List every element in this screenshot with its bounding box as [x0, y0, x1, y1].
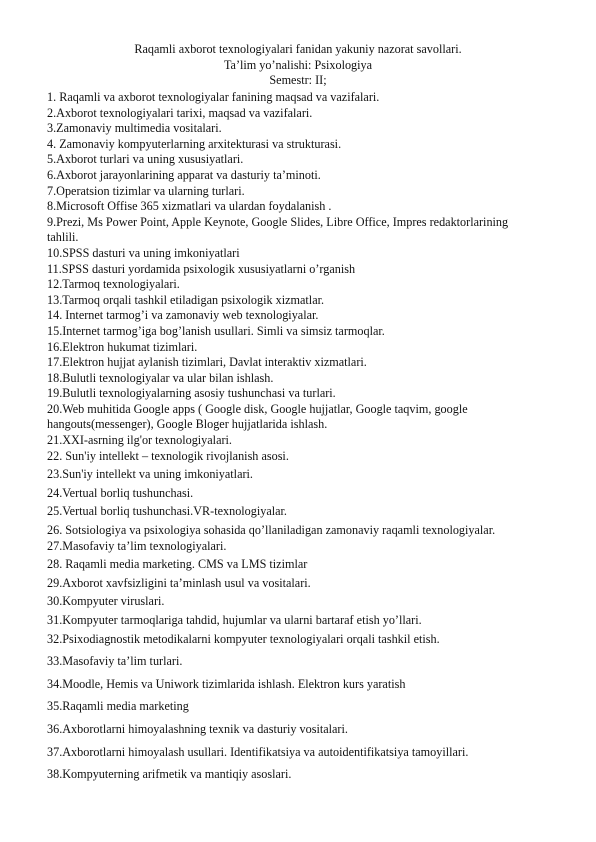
question-item: 24.Vertual borliq tushunchasi.: [47, 485, 194, 500]
question-item: 35.Raqamli media marketing: [47, 699, 189, 714]
document-header: [0, 42, 596, 89]
question-item: 2.Axborot texnologiyalari tarixi, maqsad va vazifalari.: [47, 105, 313, 120]
question-item: 1. Raqamli va axborot texnologiyalar fanining maqsad va vazifalari.: [47, 90, 380, 104]
question-item: 23.Sun'iy intellekt va uning imkoniyatlari.: [47, 467, 253, 482]
question-item: 6.Axborot jarayonlarining apparat va dasturiy ta’minoti.: [47, 167, 321, 182]
question-item: 12.Tarmoq texnologiyalari.: [47, 277, 180, 292]
semester-label: Semestr: II;: [269, 73, 327, 88]
question-item: 15.Internet tarmog’iga bog’lanish usullari. Simli va simsiz tarmoqlar.: [47, 323, 385, 338]
question-item: 4. Zamonaviy kompyuterlarning arxitekturasi va strukturasi.: [47, 136, 342, 151]
question-item: 32.Psixodiagnostik metodikalarni kompyuter texnologiyalari orqali tashkil etish.: [47, 631, 440, 646]
question-item: 3.Zamonaviy multimedia vositalari.: [47, 121, 222, 136]
question-item: 36.Axborotlarni himoyalashning texnik va dasturiy vositalari.: [47, 721, 348, 736]
study-direction: Ta’lim yo’nalishi: Psixologiya: [223, 57, 373, 72]
question-item: 21.XXI-asrning ilg'or texnologiyalari.: [47, 433, 232, 448]
question-item: 9.Prezi, Ms Power Point, Apple Keynote, Google Slides, Libre Office, Impres redaktorlarining tahlili.: [47, 214, 509, 245]
question-item: 8.Microsoft Offise 365 xizmatlari va ulardan foydalanish .: [47, 199, 332, 214]
question-item: 16.Elektron hukumat tizimlari.: [47, 339, 198, 354]
question-item: 38.Kompyuterning arifmetik va mantiqiy asoslari.: [47, 767, 292, 782]
question-item: 10.SPSS dasturi va uning imkoniyatlari: [47, 245, 240, 260]
question-list: [47, 90, 567, 783]
question-item: 33.Masofaviy ta’lim turlari.: [47, 654, 183, 669]
document-title: Raqamli axborot texnologiyalari fanidan yakuniy nazorat savollari.: [134, 42, 462, 56]
question-item: 34.Moodle, Hemis va Uniwork tizimlarida ishlash. Elektron kurs yaratish: [47, 676, 406, 691]
question-item: 31.Kompyuter tarmoqlariga tahdid, hujumlar va ularni bartaraf etish yo’llari.: [47, 613, 422, 627]
question-item: 37.Axborotlarni himoyalash usullari. Identifikatsiya va autoidentifikatsiya tamoyillari.: [47, 744, 469, 759]
question-item: 22. Sun'iy intellekt – texnologik rivojlanish asosi.: [47, 448, 289, 463]
question-item: 17.Elektron hujjat aylanish tizimlari, Davlat interaktiv xizmatlari.: [47, 355, 367, 370]
question-item: 28. Raqamli media marketing. CMS va LMS tizimlar: [47, 557, 308, 572]
question-item: 26. Sotsiologiya va psixologiya sohasida qo’llaniladigan zamonaviy raqamli texnologiyalar.: [47, 523, 496, 538]
question-item: 19.Bulutli texnologiyalarning asosiy tushunchasi va turlari.: [47, 386, 336, 401]
question-item: 27.Masofaviy ta’lim texnologiyalari.: [47, 538, 227, 553]
question-item: 30.Kompyuter viruslari.: [47, 594, 165, 609]
question-item: 18.Bulutli texnologiyalar va ular bilan ishlash.: [47, 370, 274, 385]
question-item: 29.Axborot xavfsizligini ta’minlash usul va vositalari.: [47, 575, 311, 590]
question-item: 11.SPSS dasturi yordamida psixologik xususiyatlarni o’rganish: [47, 261, 356, 276]
question-item: 7.Operatsion tizimlar va ularning turlari.: [47, 183, 245, 198]
question-item: 25.Vertual borliq tushunchasi.VR-texnologiyalar.: [47, 504, 287, 519]
question-item: 13.Tarmoq orqali tashkil etiladigan psixologik xizmatlar.: [47, 292, 325, 307]
question-item: 5.Axborot turlari va uning xususiyatlari.: [47, 152, 244, 167]
question-item: 20.Web muhitida Google apps ( Google disk, Google hujjatlar, Google taqvim, google hangouts(messenger), Google Bloger hujjatlarida ishlash.: [47, 401, 468, 432]
question-item: 14. Internet tarmog’i va zamonaviy web texnologiyalar.: [47, 308, 319, 323]
